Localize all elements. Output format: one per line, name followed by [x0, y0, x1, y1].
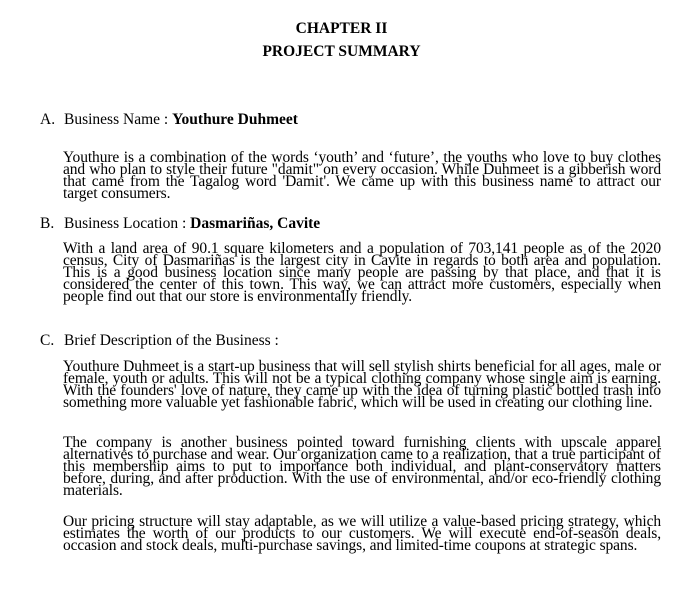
chapter-number: CHAPTER II	[295, 20, 388, 37]
section-a-letter: A.	[40, 111, 56, 128]
section-c-letter: C.	[40, 332, 55, 349]
section-b-paragraph: With a land area of 90.1 square kilometers and a population of 703,141 people as of the 2020 census, City of Dasmariñas is the largest city in Cavite in regards to both area and population. This is a good business location since many people are passing by that place, and that it is considered the center of this town. This way, we can attract more customers, especially when people find out that our store is environmentally friendly.	[63, 240, 661, 305]
section-c-heading	[40, 332, 279, 350]
section-c-label: Brief Description of the Business :	[64, 332, 279, 349]
section-b-heading	[40, 215, 320, 233]
section-b-letter: B.	[40, 215, 55, 232]
section-a-heading	[40, 111, 298, 129]
business-name-value: Youthure Duhmeet	[172, 111, 298, 128]
chapter-title: PROJECT SUMMARY	[262, 43, 421, 60]
section-b-label: Business Location :	[64, 215, 191, 232]
section-a-paragraph: Youthure is a combination of the words ‘youth’ and ‘future’, the youths who love to buy clothes and who plan to style their future "damit" on every occasion. While Duhmeet is a gibberish word that came from the Tagalog word 'Damit'. We came up with this business name to attract our target consumers.	[63, 149, 661, 202]
section-c-paragraph-2: The company is another business pointed toward furnishing clients with upscale apparel alternatives to purchase and wear. Our organization came to a realization, that a true participant of this membership aims to put to importance both individual, and plant-conservatory matters before, during, and after production. With the use of environmental, and/or eco-friendly clothing materials.	[63, 434, 661, 499]
section-c-paragraph-1: Youthure Duhmeet is a start-up business that will sell stylish shirts beneficial for all ages, male or female, youth or adults. This will not be a typical clothing company whose single aim is earning. With the founders' love of nature, they came up with the idea of turning plastic bottled trash into something more valuable yet fashionable fabric, which will be used in creating our clothing line.	[63, 358, 661, 411]
business-location-value: Dasmariñas, Cavite	[190, 215, 321, 232]
section-a-label: Business Name :	[64, 111, 173, 128]
section-c-paragraph-3: Our pricing structure will stay adaptable, as we will utilize a value-based pricing strategy, which estimates the worth of our products to our customers. We will execute end-of-season deals, occasion and stock deals, multi-purchase savings, and limited-time coupons at strategic spans.	[63, 513, 661, 554]
